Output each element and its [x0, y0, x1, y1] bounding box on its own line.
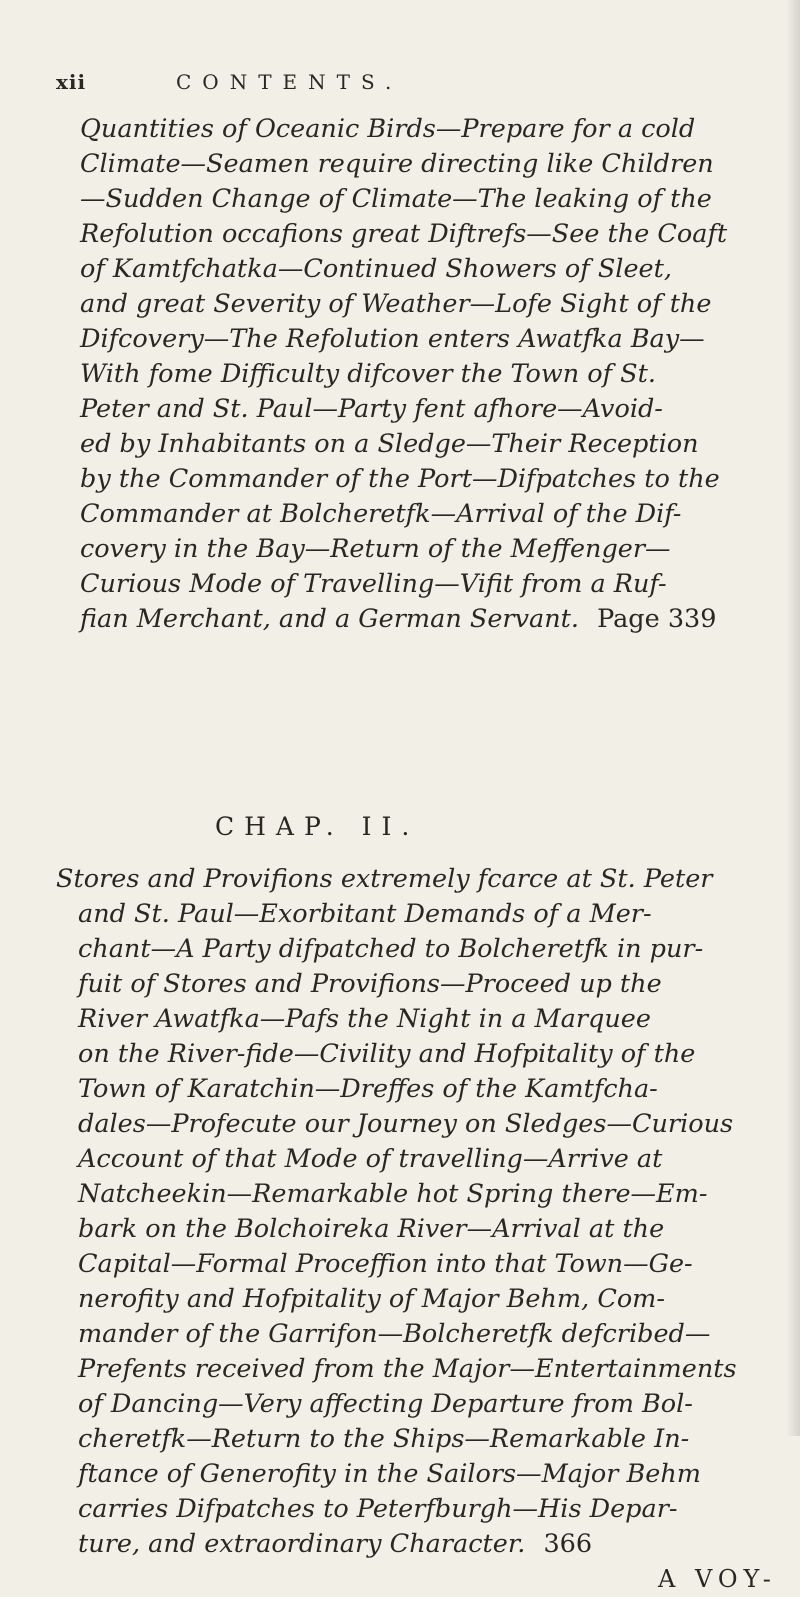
- page-header: [56, 70, 616, 110]
- catchword: A VOY-: [658, 1565, 777, 1593]
- text-line: Refolution occafions great Diftrefs—See the Coaft: [80, 219, 728, 249]
- text-line: Prefents received from the Major—Entertainments: [78, 1354, 737, 1384]
- text-line: With fome Difficulty difcover the Town of St.: [80, 359, 656, 389]
- text-line: ftance of Generofity in the Sailors—Major Behm: [78, 1459, 701, 1489]
- text-line: Natcheekin—Remarkable hot Spring there—Em-: [78, 1179, 708, 1209]
- text-line: Stores and Provifions extremely fcarce at St. Peter: [56, 864, 713, 894]
- catchword-row: [56, 1562, 777, 1597]
- contents-section-chapter-1: [80, 112, 770, 637]
- contents-section-chapter-2: [56, 862, 777, 1597]
- page-edge-shadow: [786, 0, 800, 1436]
- running-title: CONTENTS.: [176, 70, 403, 94]
- text-line: nerofity and Hofpitality of Major Behm, Com-: [78, 1284, 665, 1314]
- text-line: by the Commander of the Port—Difpatches to the: [80, 464, 720, 494]
- text-line: ed by Inhabitants on a Sledge—Their Reception: [80, 429, 699, 459]
- text-line: mander of the Garrifon—Bolcheretfk defcribed—: [78, 1319, 711, 1349]
- page-reference: 366: [543, 1529, 593, 1559]
- text-line: fuit of Stores and Provifions—Proceed up the: [78, 969, 662, 999]
- text-line: Quantities of Oceanic Birds—Prepare for a cold: [80, 114, 696, 144]
- text-line: bark on the Bolchoireka River—Arrival at the: [78, 1214, 665, 1244]
- text-line-last: [80, 602, 770, 637]
- text-line: cheretfk—Return to the Ships—Remarkable In-: [78, 1424, 690, 1454]
- text-line: —Sudden Change of Climate—The leaking of the: [80, 184, 712, 214]
- text-line: Account of that Mode of travelling—Arrive at: [78, 1144, 663, 1174]
- page-reference: Page 339: [597, 604, 717, 634]
- text-line: and great Severity of Weather—Lofe Sight of the: [80, 289, 712, 319]
- text-line: Town of Karatchin—Dreffes of the Kamtfcha-: [78, 1074, 658, 1104]
- text-line: Capital—Formal Proceffion into that Town—Ge-: [78, 1249, 693, 1279]
- text-line-content: fian Merchant, and a German Servant.: [80, 604, 579, 634]
- text-line: Peter and St. Paul—Party fent afhore—Avoid-: [80, 394, 663, 424]
- text-line: Commander at Bolcheretfk—Arrival of the Dif-: [80, 499, 682, 529]
- text-line: Difcovery—The Refolution enters Awatfka Bay—: [80, 324, 705, 354]
- text-line-last: [56, 1527, 746, 1562]
- text-line: Curious Mode of Travelling—Vifit from a Ruf-: [80, 569, 667, 599]
- text-line: and St. Paul—Exorbitant Demands of a Mer-: [78, 899, 652, 929]
- text-line: River Awatfka—Pafs the Night in a Marquee: [78, 1004, 651, 1034]
- text-line: covery in the Bay—Return of the Meffenger—: [80, 534, 671, 564]
- text-line: chant—A Party difpatched to Bolcheretfk in pur-: [78, 934, 704, 964]
- page-number: xii: [56, 70, 87, 94]
- text-line: of Dancing—Very affecting Departure from Bol-: [78, 1389, 693, 1419]
- text-line: dales—Profecute our Journey on Sledges—Curious: [78, 1109, 734, 1139]
- text-line-content: ture, and extraordinary Character.: [78, 1529, 526, 1559]
- text-line: of Kamtfchatka—Continued Showers of Sleet,: [80, 254, 672, 284]
- text-line: carries Difpatches to Peterfburgh—His Depar-: [78, 1494, 678, 1524]
- text-line: on the River-fide—Civility and Hofpitality of the: [78, 1039, 696, 1069]
- text-line: Climate—Seamen require directing like Children: [80, 149, 714, 179]
- chapter-heading: CHAP. II.: [215, 812, 420, 841]
